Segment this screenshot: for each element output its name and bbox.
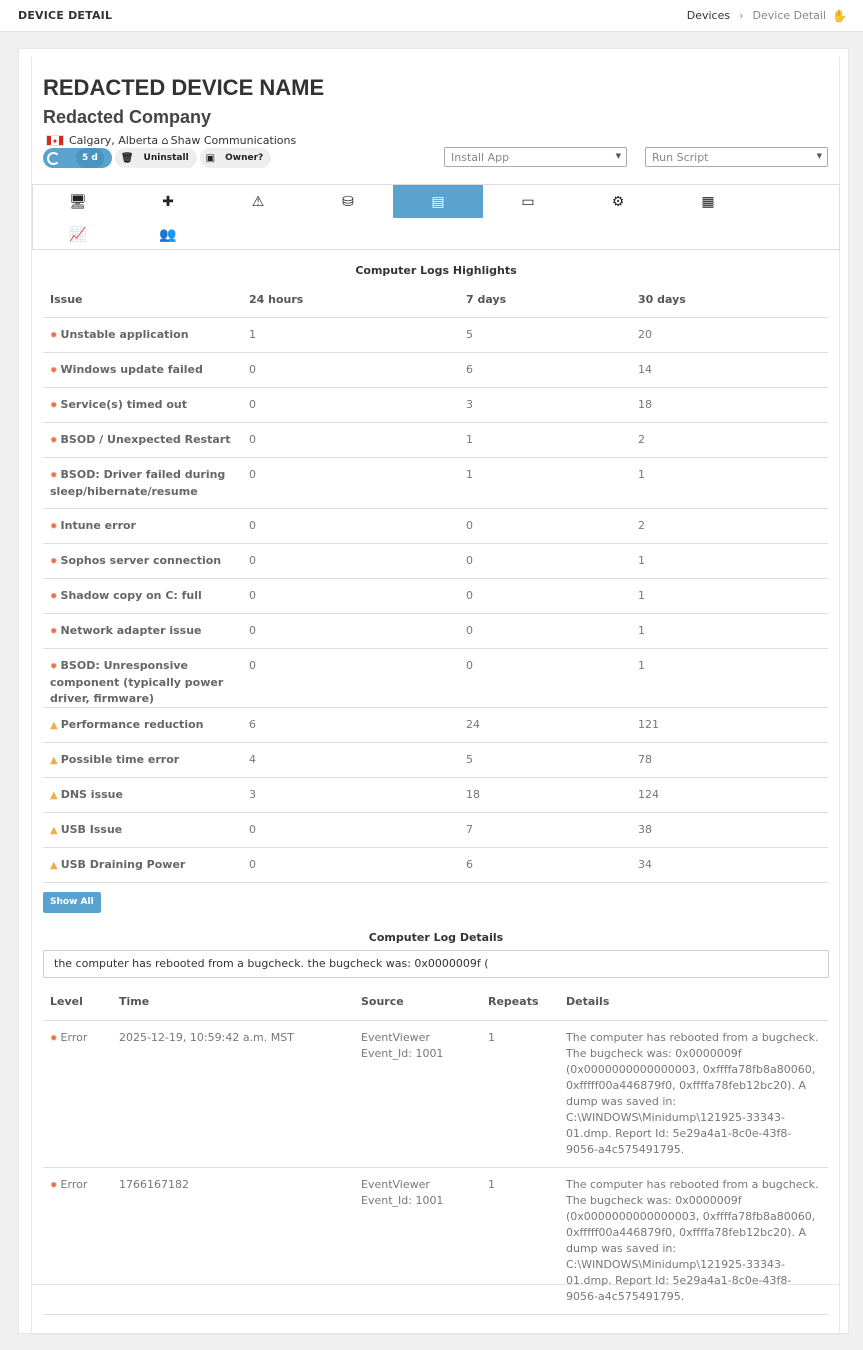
col-level: Level bbox=[43, 984, 112, 1020]
breadcrumb-separator-icon: › bbox=[739, 9, 744, 22]
source-cell: EventViewer Event_Id: 1001 bbox=[354, 1020, 481, 1167]
highlight-row bbox=[43, 847, 828, 882]
issue-cell bbox=[43, 317, 242, 352]
count-d30: 1 bbox=[631, 457, 828, 508]
bug-icon: ✹ bbox=[50, 470, 58, 481]
top-bar bbox=[0, 0, 863, 32]
count-d30: 2 bbox=[631, 508, 828, 543]
warning-icon: ⚠ bbox=[251, 193, 265, 210]
count-d30: 1 bbox=[631, 543, 828, 578]
issue-cell bbox=[43, 742, 242, 777]
count-h24: 0 bbox=[242, 543, 459, 578]
count-d7: 0 bbox=[459, 543, 631, 578]
count-h24: 6 bbox=[242, 707, 459, 742]
count-d7: 18 bbox=[459, 777, 631, 812]
sync-icon bbox=[47, 152, 60, 165]
highlight-row bbox=[43, 613, 828, 648]
col-30d: 30 days bbox=[631, 282, 828, 317]
highlight-row bbox=[43, 777, 828, 812]
install-app-select[interactable] bbox=[444, 147, 627, 167]
col-issue: Issue bbox=[43, 282, 242, 317]
show-all-button[interactable]: Show All bbox=[43, 892, 101, 913]
count-d7: 6 bbox=[459, 352, 631, 387]
issue-cell bbox=[43, 777, 242, 812]
details-table bbox=[43, 984, 828, 1315]
issue-cell bbox=[43, 543, 242, 578]
count-d30: 78 bbox=[631, 742, 828, 777]
count-d30: 14 bbox=[631, 352, 828, 387]
owner-label: Owner? bbox=[225, 153, 264, 163]
warning-icon: ▲ bbox=[50, 824, 58, 836]
count-d7: 0 bbox=[459, 613, 631, 648]
highlight-row bbox=[43, 648, 828, 707]
company-name: Redacted Company bbox=[43, 107, 212, 127]
tab-disk[interactable] bbox=[303, 185, 393, 218]
line-chart-icon: 📈 bbox=[69, 226, 87, 243]
device-tabs bbox=[32, 184, 840, 250]
uninstall-label: Uninstall bbox=[143, 153, 189, 163]
count-d30: 1 bbox=[631, 578, 828, 613]
col-details: Details bbox=[559, 984, 828, 1020]
count-h24: 0 bbox=[242, 387, 459, 422]
count-d30: 124 bbox=[631, 777, 828, 812]
bug-icon: ✹ bbox=[50, 626, 58, 637]
count-d30: 1 bbox=[631, 613, 828, 648]
highlight-row bbox=[43, 707, 828, 742]
uninstall-button[interactable] bbox=[115, 148, 197, 168]
count-h24: 1 bbox=[242, 317, 459, 352]
repeats-cell: 1 bbox=[481, 1020, 559, 1167]
count-d7: 5 bbox=[459, 742, 631, 777]
count-d7: 0 bbox=[459, 648, 631, 707]
details-cell: The computer has rebooted from a bugcheck. The bugcheck was: 0x0000009f (0x0000000000000003, 0xffffa78fb8a80060, 0xfffff00a446879f0, 0xffffa78feb12bc20). A dump was saved in: C:\WINDOWS\Minidump\121925-33343-01.dmp. Report Id: 5e29a4a1-8c0e-43f8-9056-a4c575491795. bbox=[559, 1020, 828, 1167]
highlight-row bbox=[43, 578, 828, 613]
tab-services[interactable] bbox=[573, 185, 663, 218]
run-script-select[interactable] bbox=[645, 147, 828, 167]
bug-icon: ✹ bbox=[50, 556, 58, 567]
count-h24: 4 bbox=[242, 742, 459, 777]
issue-label: Sophos server connection bbox=[60, 553, 222, 567]
count-d30: 2 bbox=[631, 422, 828, 457]
uptime-value: 5 d bbox=[76, 148, 104, 168]
location-text: Calgary, Alberta bbox=[69, 134, 159, 147]
col-source: Source bbox=[354, 984, 481, 1020]
tab-alerts[interactable] bbox=[213, 185, 303, 218]
id-card-icon: ▣ bbox=[205, 152, 216, 164]
bug-icon: ✹ bbox=[50, 365, 58, 376]
highlight-row bbox=[43, 387, 828, 422]
issue-label: Unstable application bbox=[60, 327, 189, 341]
warning-icon: ▲ bbox=[50, 719, 58, 731]
issue-cell bbox=[43, 613, 242, 648]
count-d7: 7 bbox=[459, 812, 631, 847]
count-d7: 0 bbox=[459, 508, 631, 543]
details-title: Computer Log Details bbox=[368, 931, 504, 944]
count-d30: 38 bbox=[631, 812, 828, 847]
warning-icon: ▲ bbox=[50, 754, 58, 766]
device-card bbox=[31, 57, 840, 1335]
issue-label: DNS issue bbox=[60, 787, 123, 801]
count-h24: 0 bbox=[242, 812, 459, 847]
count-d30: 20 bbox=[631, 317, 828, 352]
issue-cell bbox=[43, 707, 242, 742]
issue-label: BSOD: Driver failed during sleep/hibernate/resume bbox=[50, 467, 226, 498]
highlight-row bbox=[43, 317, 828, 352]
breadcrumb bbox=[687, 9, 847, 23]
bug-icon: ✹ bbox=[50, 1180, 58, 1191]
issue-cell bbox=[43, 847, 242, 882]
users-icon: 👥 bbox=[159, 226, 177, 243]
details-cell: The computer has rebooted from a bugcheck. The bugcheck was: 0x0000009f (0x0000000000000003, 0xffffa78fb8a80060, 0xfffff00a446879f0, 0xffffa78feb12bc20). A dump was saved in: C:\WINDOWS\Minidump\121925-33343-01.dmp. Report Id: 5e29a4a1-8c0e-43f8-9056-a4c575491795. bbox=[559, 1167, 828, 1314]
issue-cell bbox=[43, 387, 242, 422]
monitor-icon: 🖥 bbox=[69, 193, 87, 210]
repeats-cell: 1 bbox=[481, 1167, 559, 1314]
run-script-value: Run Script bbox=[652, 151, 709, 164]
gears-icon: ⚙ bbox=[611, 193, 625, 210]
count-h24: 3 bbox=[242, 777, 459, 812]
tab-applications[interactable] bbox=[483, 185, 573, 218]
trash-icon: 🗑 bbox=[120, 152, 134, 164]
issue-label: Windows update failed bbox=[60, 362, 203, 376]
issue-label: Network adapter issue bbox=[60, 623, 202, 637]
time-cell: 2025-12-19, 10:59:42 a.m. MST bbox=[112, 1020, 354, 1167]
page-title: DEVICE DETAIL bbox=[18, 9, 113, 22]
count-h24: 0 bbox=[242, 578, 459, 613]
issue-label: BSOD: Unresponsive component (typically power driver, firmware) bbox=[50, 658, 224, 705]
device-card-body bbox=[32, 57, 839, 1303]
highlights-title: Computer Logs Highlights bbox=[355, 264, 517, 277]
bug-icon: ✹ bbox=[50, 400, 58, 411]
col-7d: 7 days bbox=[459, 282, 631, 317]
highlight-row bbox=[43, 742, 828, 777]
log-row[interactable] bbox=[43, 1020, 828, 1167]
level-cell bbox=[43, 1167, 112, 1314]
count-h24: 0 bbox=[242, 508, 459, 543]
col-repeats: Repeats bbox=[481, 984, 559, 1020]
issue-cell bbox=[43, 578, 242, 613]
install-app-value: Install App bbox=[451, 151, 510, 164]
highlight-row bbox=[43, 457, 828, 508]
chevron-down-icon: ▼ bbox=[816, 152, 822, 160]
bug-icon: ✹ bbox=[50, 661, 58, 672]
tab-performance[interactable] bbox=[33, 218, 123, 251]
count-d30: 34 bbox=[631, 847, 828, 882]
hand-pointer-icon[interactable]: ✋ bbox=[832, 8, 847, 23]
count-d7: 3 bbox=[459, 387, 631, 422]
warning-icon: ▲ bbox=[50, 789, 58, 801]
browser-window-icon: ▭ bbox=[521, 193, 535, 210]
count-d7: 5 bbox=[459, 317, 631, 352]
home-icon: ⌂ bbox=[158, 134, 169, 147]
highlights-table bbox=[43, 282, 828, 883]
count-d30: 18 bbox=[631, 387, 828, 422]
issue-cell bbox=[43, 648, 242, 707]
grid-table-icon: ▦ bbox=[701, 193, 715, 210]
count-h24: 0 bbox=[242, 613, 459, 648]
level-label: Error bbox=[60, 1030, 88, 1044]
tab-monitor[interactable] bbox=[33, 185, 123, 218]
issue-cell bbox=[43, 457, 242, 508]
time-cell: 1766167182 bbox=[112, 1167, 354, 1314]
breadcrumb-devices-link[interactable]: Devices bbox=[686, 9, 731, 22]
bandage-icon: ✚ bbox=[162, 193, 174, 210]
issue-cell bbox=[43, 422, 242, 457]
count-h24: 0 bbox=[242, 648, 459, 707]
log-filter-input[interactable]: the computer has rebooted from a bugcheck. the bugcheck was: 0x0000009f ( bbox=[43, 950, 829, 978]
chevron-down-icon: ▼ bbox=[615, 152, 621, 160]
tab-users[interactable] bbox=[123, 218, 213, 251]
bug-icon: ✹ bbox=[50, 591, 58, 602]
col-24h: 24 hours bbox=[242, 282, 459, 317]
count-d7: 1 bbox=[459, 422, 631, 457]
issue-cell bbox=[43, 508, 242, 543]
page-container bbox=[18, 48, 849, 1334]
count-h24: 0 bbox=[242, 457, 459, 508]
warning-icon: ▲ bbox=[50, 859, 58, 871]
details-header-row bbox=[43, 984, 828, 1020]
issue-label: Shadow copy on C: full bbox=[60, 588, 202, 602]
issue-label: USB Draining Power bbox=[60, 857, 186, 871]
highlight-row bbox=[43, 422, 828, 457]
hard-drive-icon: ⛁ bbox=[342, 193, 354, 210]
issue-label: Service(s) timed out bbox=[60, 397, 188, 411]
canada-flag-icon: ✦ bbox=[46, 135, 64, 146]
owner-button[interactable] bbox=[200, 148, 272, 168]
isp-text: Shaw Communications bbox=[170, 134, 297, 147]
tab-patches[interactable] bbox=[123, 185, 213, 218]
location-line bbox=[46, 134, 296, 147]
level-cell bbox=[43, 1020, 112, 1167]
issue-label: Intune error bbox=[60, 518, 136, 532]
col-time: Time bbox=[112, 984, 354, 1020]
highlight-row bbox=[43, 543, 828, 578]
count-d7: 1 bbox=[459, 457, 631, 508]
issue-label: USB Issue bbox=[60, 822, 123, 836]
bug-icon: ✹ bbox=[50, 435, 58, 446]
count-d7: 0 bbox=[459, 578, 631, 613]
count-d7: 6 bbox=[459, 847, 631, 882]
highlight-row bbox=[43, 812, 828, 847]
count-h24: 0 bbox=[242, 352, 459, 387]
highlight-row bbox=[43, 352, 828, 387]
bug-icon: ✹ bbox=[50, 521, 58, 532]
highlight-row bbox=[43, 508, 828, 543]
count-d30: 121 bbox=[631, 707, 828, 742]
log-document-icon: ▤ bbox=[431, 193, 445, 210]
issue-label: Possible time error bbox=[60, 752, 180, 766]
bug-icon: ✹ bbox=[50, 330, 58, 341]
uptime-badge[interactable] bbox=[43, 148, 112, 168]
log-row[interactable] bbox=[43, 1167, 828, 1314]
tab-table[interactable] bbox=[663, 185, 753, 218]
status-pills bbox=[43, 148, 271, 168]
issue-label: BSOD / Unexpected Restart bbox=[60, 432, 231, 446]
level-label: Error bbox=[60, 1177, 88, 1191]
issue-cell bbox=[43, 812, 242, 847]
device-name: REDACTED DEVICE NAME bbox=[43, 75, 325, 100]
source-cell: EventViewer Event_Id: 1001 bbox=[354, 1167, 481, 1314]
count-d30: 1 bbox=[631, 648, 828, 707]
issue-cell bbox=[43, 352, 242, 387]
bug-icon: ✹ bbox=[50, 1033, 58, 1044]
count-h24: 0 bbox=[242, 847, 459, 882]
count-d7: 24 bbox=[459, 707, 631, 742]
issue-label: Performance reduction bbox=[60, 717, 204, 731]
highlights-header-row bbox=[43, 282, 828, 317]
tab-logs[interactable] bbox=[393, 185, 483, 218]
breadcrumb-current: Device Detail bbox=[752, 9, 827, 22]
count-h24: 0 bbox=[242, 422, 459, 457]
